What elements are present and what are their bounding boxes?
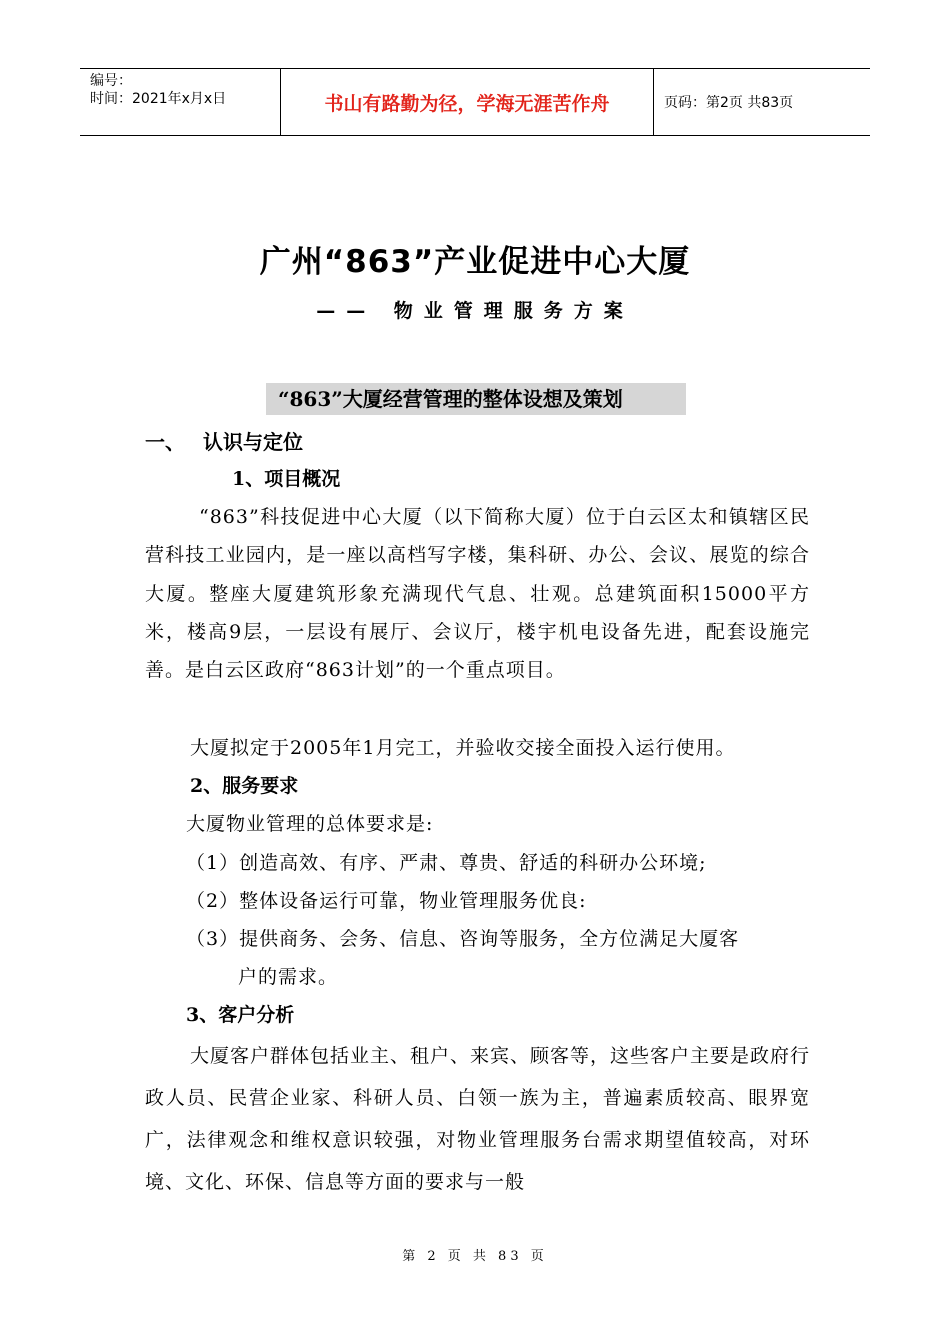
document-title: 广州“863”产业促进中心大厦 [259, 244, 691, 280]
item3-paragraph: 大厦客户群体包括业主、租户、来宾、顾客等，这些客户主要是政府行政人员、民营企业家、科研人员、白领一族为主，普遍素质较高、眼界宽广，法律观念和维权意识较强，对物业管理服务台需求期望值较高，对环境、文化、环保、信息等方面的要求与一般 [145, 1045, 811, 1193]
page-footer: 第 2 页 共 83 页 [402, 1249, 548, 1264]
item1-paragraph-2: 大厦拟定于2005年1月完工，并验收交接全面投入运行使用。 [190, 737, 736, 759]
item1-paragraph: “863”科技促进中心大厦（以下简称大厦）位于白云区太和镇辖区民营科技工业园内，是一座以高档写字楼，集科研、办公、会议、展览的综合大厦。整座大厦建筑形象充满现代气息、壮观。总建筑面积15000平方米，楼高9层，一层设有展厅、会议厅，楼宇机电设备先进，配套设施完善。是白云区政府“863计划”的一个重点项目。 [145, 506, 810, 682]
item2-intro: 大厦物业管理的总体要求是: [186, 813, 434, 835]
section-title: “863”大厦经营管理的整体设想及策划 [266, 383, 686, 415]
requirement-3: （3）提供商务、会务、信息、咨询等服务，全方位满足大厦客 [186, 928, 740, 950]
header-page-info: 页码：第2页 共83页 [664, 95, 794, 111]
item2-heading: 2、服务要求 [190, 775, 299, 797]
item3-heading: 3、客户分析 [186, 1004, 295, 1026]
chapter-heading [145, 426, 303, 455]
date-label: 时间：2021年x月x日 [90, 91, 227, 107]
requirement-2: （2）整体设备运行可靠，物业管理服务优良: [186, 890, 587, 912]
document-subtitle: —— 物业管理服务方案 [316, 300, 634, 322]
item1-heading: 1、项目概况 [232, 468, 341, 490]
number-label: 编号： [90, 73, 132, 89]
requirement-3-cont: 户的需求。 [238, 966, 339, 988]
chapter-label: 认识与定位 [203, 430, 303, 454]
chapter-number: 一、 [145, 430, 185, 454]
requirement-1: （1）创造高效、有序、严肃、尊贵、舒适的科研办公环境; [186, 852, 707, 874]
page-header [80, 68, 870, 136]
header-motto: 书山有路勤为径，学海无涯苦作舟 [281, 69, 654, 135]
header-meta [80, 69, 281, 135]
